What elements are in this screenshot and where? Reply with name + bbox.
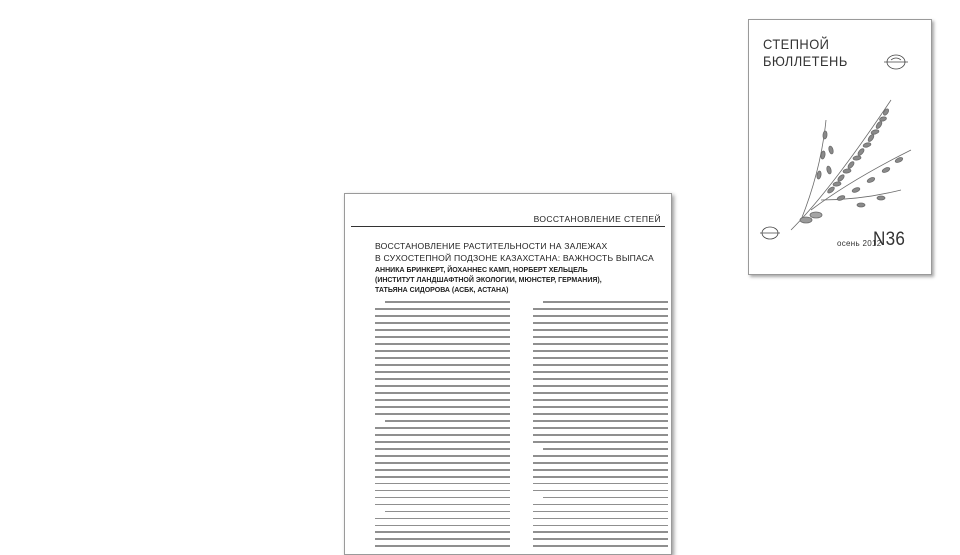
body-text-line	[375, 357, 510, 359]
body-text-line	[533, 329, 668, 331]
body-text-line	[533, 545, 668, 547]
article-title-line2: В СУХОСТЕПНОЙ ПОДЗОНЕ КАЗАХСТАНА: ВАЖНОСТЬ ВЫПАСА	[375, 252, 654, 263]
body-text-line	[533, 343, 668, 345]
body-text-line	[533, 322, 668, 324]
authors-line1: АННИКА БРИНКЕРТ, ЙОХАННЕС КАМП, НОРБЕРТ ХЕЛЬЦЕЛЬ	[375, 267, 588, 274]
astragalus-plant-illustration	[771, 80, 921, 240]
steppe-logo-icon	[883, 52, 909, 72]
body-text-line	[375, 315, 510, 317]
article-title	[375, 241, 665, 264]
steppe-logo-small-icon	[759, 224, 781, 242]
article-page	[344, 193, 672, 555]
body-text-line	[375, 497, 510, 499]
body-text-line	[375, 385, 510, 387]
body-text-line	[533, 476, 668, 478]
body-text-line	[375, 378, 510, 380]
body-text-line	[533, 399, 668, 401]
body-text-line	[375, 364, 510, 366]
article-authors	[375, 266, 665, 296]
body-text-line	[375, 308, 510, 310]
body-text-line	[375, 322, 510, 324]
body-text-line	[533, 308, 668, 310]
body-text-line	[533, 504, 668, 506]
body-text-line	[533, 483, 668, 485]
body-text-line	[533, 469, 668, 471]
body-text-line	[543, 448, 668, 450]
body-text-line	[375, 462, 510, 464]
body-text-line	[375, 455, 510, 457]
body-text-line	[533, 531, 668, 533]
body-text-line	[375, 336, 510, 338]
body-text-line	[533, 490, 668, 492]
body-text-line	[533, 511, 668, 513]
cover-title	[763, 36, 873, 70]
body-text-line	[533, 413, 668, 415]
body-text-line	[533, 455, 668, 457]
body-text-line	[533, 518, 668, 520]
body-text-line	[533, 336, 668, 338]
body-text-line	[375, 350, 510, 352]
body-text-line	[533, 441, 668, 443]
body-text-line	[375, 525, 510, 527]
text-column-right	[533, 301, 668, 552]
body-text-line	[533, 350, 668, 352]
body-text-line	[375, 343, 510, 345]
body-text-line	[533, 392, 668, 394]
body-text-line	[533, 364, 668, 366]
header-divider	[351, 226, 665, 227]
body-text-line	[533, 427, 668, 429]
body-text-line	[543, 497, 668, 499]
body-text-line	[533, 378, 668, 380]
cover-season: осень 2012	[837, 239, 882, 248]
body-text-line	[375, 413, 510, 415]
body-text-line	[375, 392, 510, 394]
text-column-left	[375, 301, 510, 552]
body-text-line	[533, 525, 668, 527]
authors-line3: ТАТЬЯНА СИДОРОВА (АСБК, АСТАНА)	[375, 287, 509, 294]
section-header: ВОССТАНОВЛЕНИЕ СТЕПЕЙ	[533, 214, 661, 224]
journal-cover	[748, 19, 932, 275]
body-text-line	[375, 518, 510, 520]
body-text-line	[385, 511, 510, 513]
body-text-line	[533, 357, 668, 359]
body-text-line	[375, 427, 510, 429]
body-text-line	[533, 406, 668, 408]
body-text-line	[375, 476, 510, 478]
body-text-line	[543, 301, 668, 303]
body-text-line	[375, 531, 510, 533]
body-text-line	[385, 301, 510, 303]
body-text-line	[375, 545, 510, 547]
cover-issue-number: N36	[873, 229, 906, 250]
body-text-line	[375, 371, 510, 373]
body-text-line	[375, 329, 510, 331]
body-text-line	[533, 462, 668, 464]
body-text-line	[375, 399, 510, 401]
body-text-line	[375, 448, 510, 450]
article-title-line1: ВОССТАНОВЛЕНИЕ РАСТИТЕЛЬНОСТИ НА ЗАЛЕЖАХ	[375, 241, 608, 251]
body-text-line	[375, 469, 510, 471]
body-text-line	[375, 406, 510, 408]
body-text-line	[385, 420, 510, 422]
body-text-line	[375, 538, 510, 540]
body-text-line	[375, 490, 510, 492]
body-text-line	[375, 504, 510, 506]
authors-line2: (ИНСТИТУТ ЛАНДШАФТНОЙ ЭКОЛОГИИ, МЮНСТЕР, ГЕРМАНИЯ),	[375, 277, 602, 284]
body-text-line	[375, 483, 510, 485]
body-text-line	[375, 441, 510, 443]
body-text-line	[533, 538, 668, 540]
body-text-line	[533, 385, 668, 387]
body-text-line	[533, 434, 668, 436]
body-text-line	[533, 420, 668, 422]
cover-title-line1: СТЕПНОЙ	[763, 36, 830, 52]
body-text-line	[533, 315, 668, 317]
body-text-line	[375, 434, 510, 436]
cover-title-line2: БЮЛЛЕТЕНЬ	[763, 53, 848, 69]
body-text-line	[533, 371, 668, 373]
